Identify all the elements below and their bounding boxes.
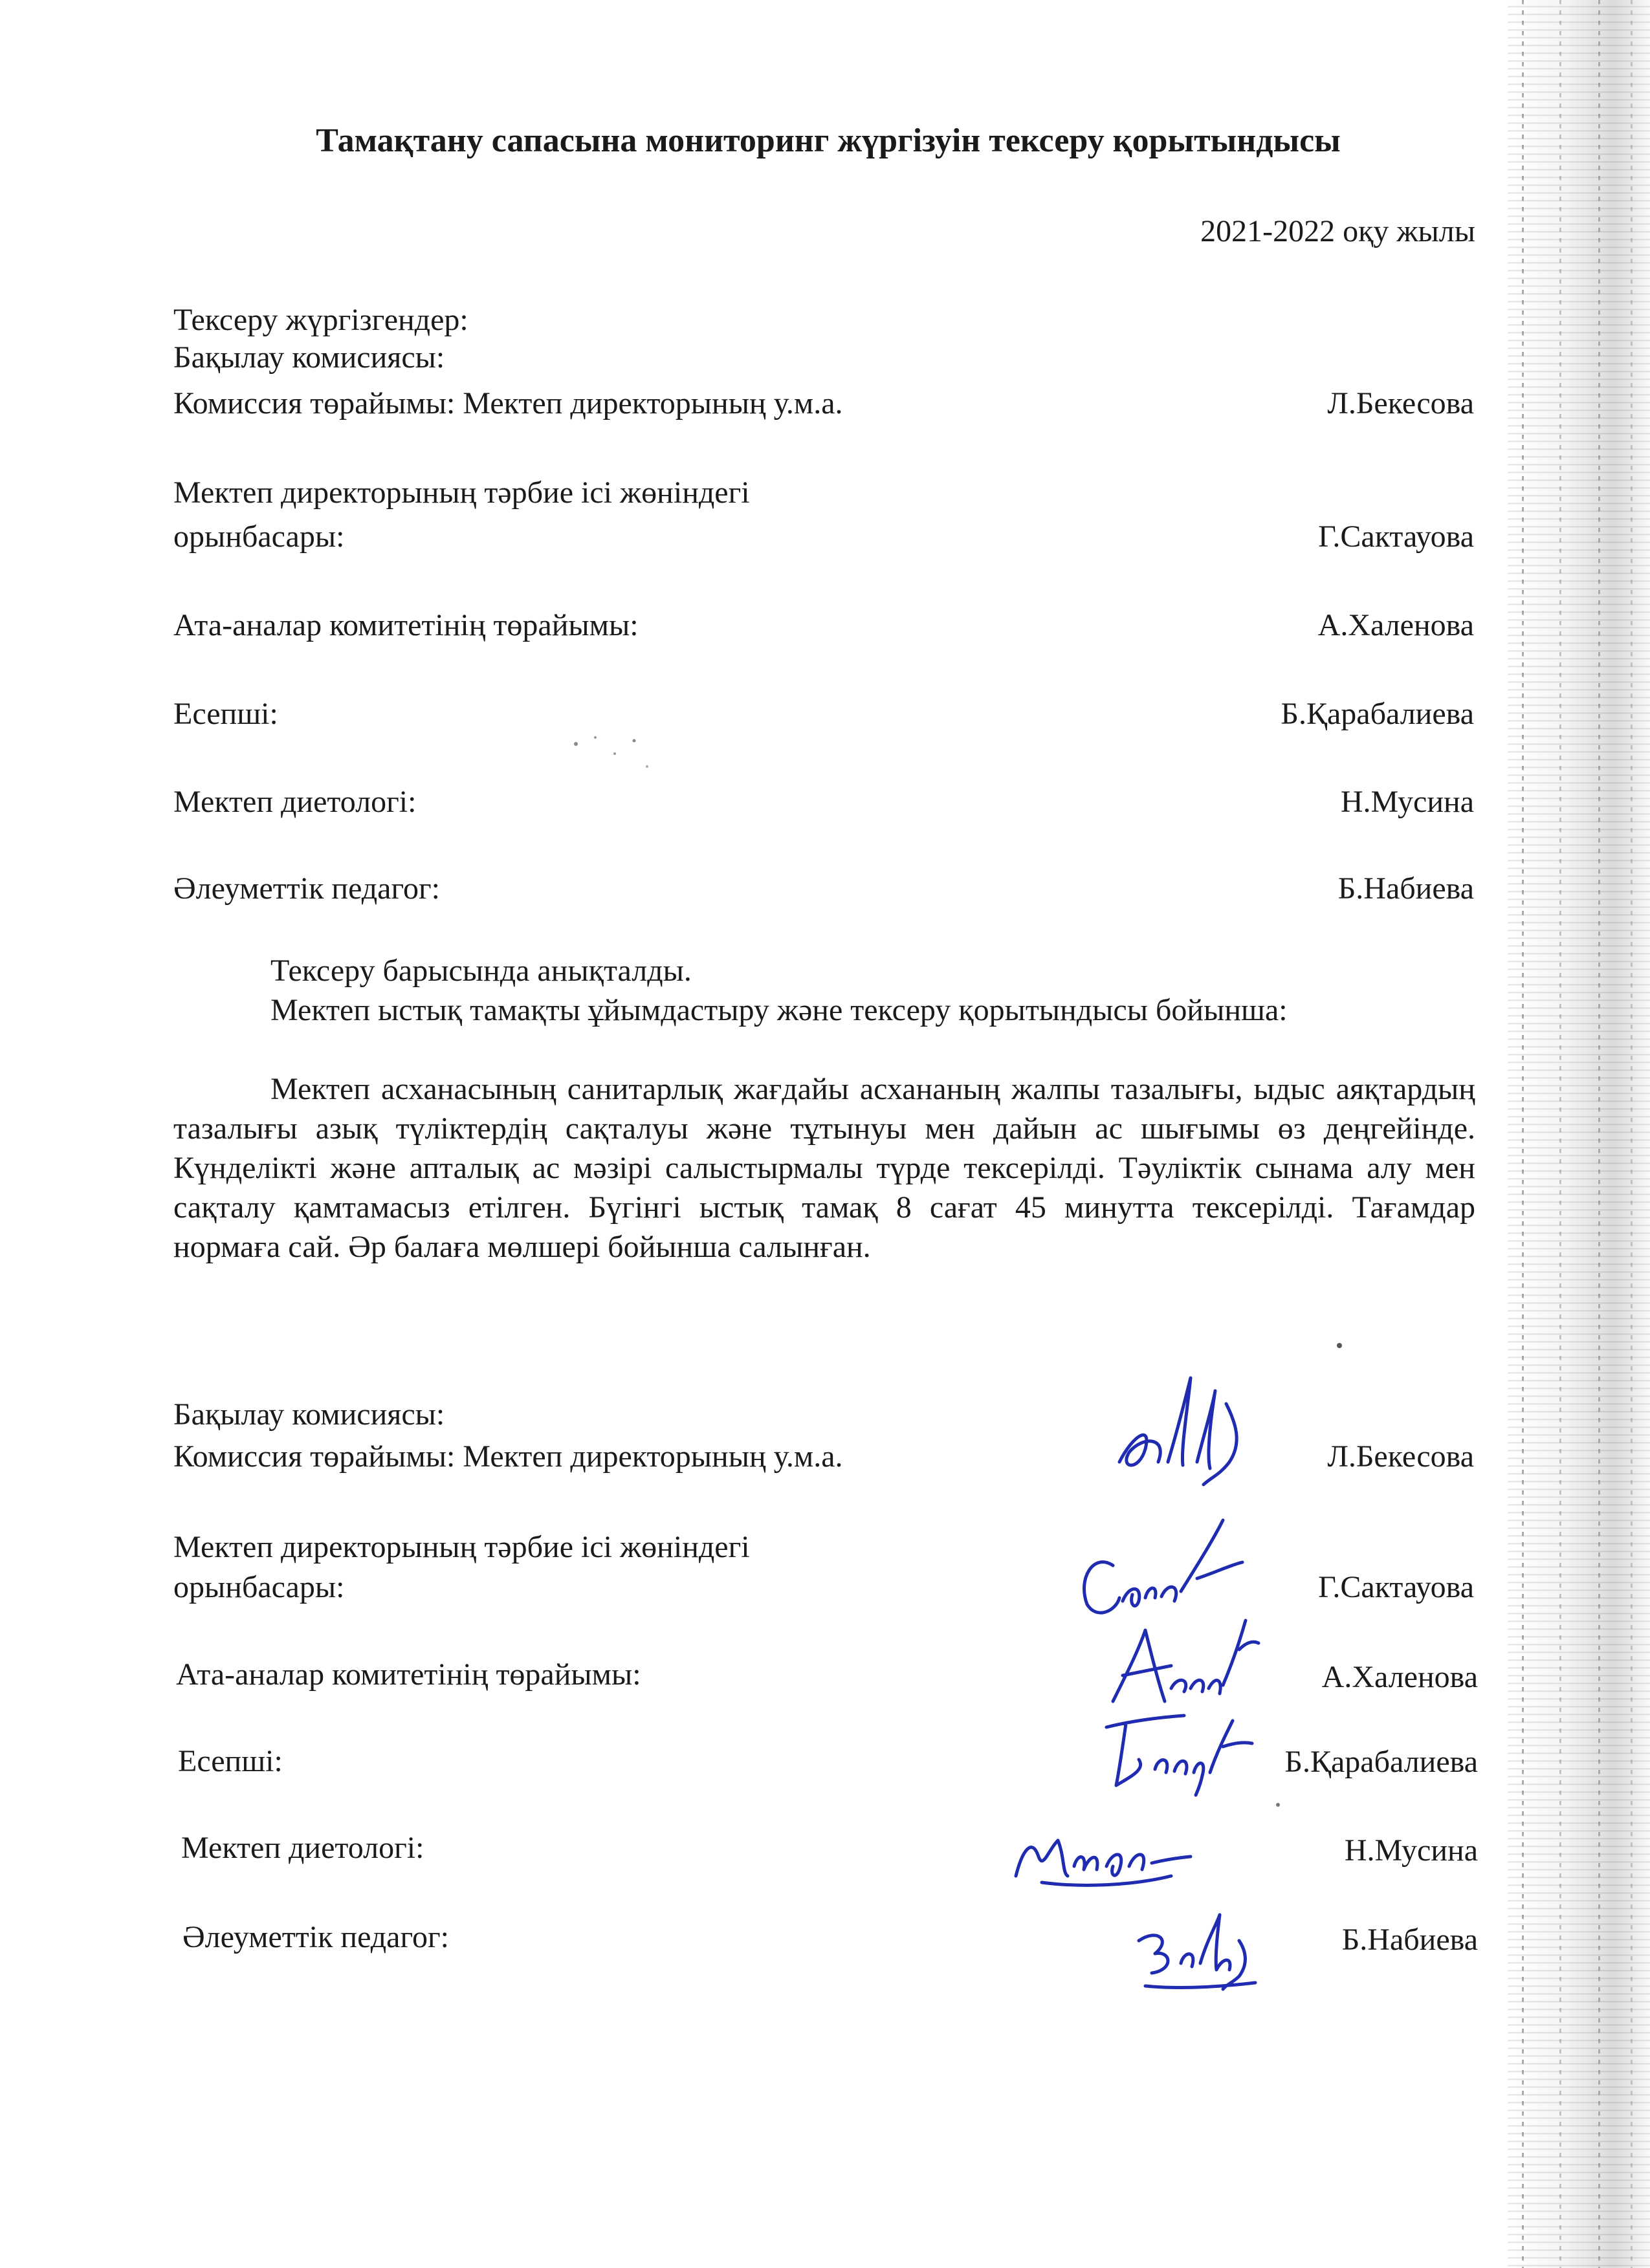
findings-paragraph: [173, 1069, 1475, 1267]
inspector-role: Мектеп директорының тәрбие ісі жөніндегі: [173, 475, 750, 510]
findings-details: Мектеп асханасының санитарлық жағдайы асхананың жалпы тазалығы, ыдыс аяқтардың тазалығы азық түліктердің сақталуы және тұтынуы мен дайын ас шығымы өз деңгейінде. Күнделікті және апталық ас мәзірі салыстырмалы түрде тексерілді. Тәуліктік сынама алу мен сақталу қамтамасыз етілген. Бүгінгі ыстық тамақ 8 сағат 45 минутта тексерілді. Тағамдар нормаға сай. Әр балаға мөлшері бойынша салынған.: [173, 1072, 1475, 1264]
academic-year: 2021-2022 оқу жылы: [1200, 214, 1475, 248]
scan-line: [1598, 0, 1600, 2268]
inspector-name: А.Халенова: [1317, 608, 1474, 642]
scan-speck: [1271, 1798, 1284, 1811]
signatory-role-cont: орынбасары:: [173, 1570, 345, 1604]
signatory-role: Мектеп диетологі:: [181, 1831, 424, 1865]
signatory-role: Есепші:: [178, 1744, 283, 1778]
scan-line: [1631, 0, 1633, 2268]
commission-heading: Бақылау комисиясы:: [173, 340, 445, 375]
signatory-name: А.Халенова: [1321, 1660, 1478, 1694]
findings-paragraph: [173, 990, 1475, 1030]
findings-scope: Мектеп ыстық тамақты ұйымдастыру және тексеру қорытындысы бойынша:: [270, 993, 1288, 1027]
signature-commission-heading: Бақылау комисиясы:: [173, 1397, 445, 1432]
findings-intro: Тексеру барысында анықталды.: [270, 954, 692, 988]
signature-bekesova: [1106, 1365, 1255, 1494]
inspector-role: Комиссия төрайымы: Мектеп директорының у.м.а.: [173, 386, 843, 420]
inspector-name: Н.Мусина: [1340, 785, 1474, 819]
signatory-role: Комиссия төрайымы: Мектеп директорының у.м.а.: [173, 1439, 843, 1474]
signature-karabalieva: [1094, 1708, 1255, 1798]
findings-paragraph: [173, 951, 1475, 990]
scan-line: [1559, 0, 1561, 2268]
inspector-role: Мектеп диетологі:: [173, 785, 417, 819]
scan-edge-artifact: [1508, 0, 1650, 2268]
inspectors-heading: Тексеру жүргізгендер:: [173, 303, 468, 337]
signatory-name: Л.Бекесова: [1327, 1439, 1474, 1474]
scan-line: [1522, 0, 1524, 2268]
inspector-role: Есепші:: [173, 697, 278, 731]
inspector-name: Б.Қарабалиева: [1281, 697, 1474, 731]
signature-nabieva: [1119, 1902, 1268, 1999]
inspector-name: Г.Сактауова: [1318, 519, 1474, 554]
signatory-role: Әлеуметтік педагог:: [182, 1920, 449, 1954]
signatory-role: Ата-аналар комитетінің төрайымы:: [176, 1657, 641, 1692]
signatory-name: Г.Сактауова: [1318, 1570, 1474, 1604]
scan-speck: [569, 731, 660, 783]
signature-musina: [1003, 1805, 1197, 1902]
inspector-name: Л.Бекесова: [1327, 386, 1474, 420]
signatory-role: Мектеп директорының тәрбие ісі жөніндегі: [173, 1530, 750, 1564]
inspector-name: Б.Набиева: [1337, 871, 1474, 906]
scan-speck: [1333, 1339, 1346, 1352]
signatory-name: Н.Мусина: [1344, 1833, 1478, 1868]
inspector-role-cont: орынбасары:: [173, 519, 345, 554]
signatory-name: Б.Қарабалиева: [1284, 1745, 1478, 1779]
document-title: Тамақтану сапасына мониторинг жүргізуін тексеру қорытындысы: [316, 122, 1341, 159]
inspector-role: Әлеуметтік педагог:: [173, 871, 440, 906]
signatory-name: Б.Набиева: [1341, 1923, 1478, 1957]
inspector-role: Ата-аналар комитетінің төрайымы:: [173, 608, 639, 642]
